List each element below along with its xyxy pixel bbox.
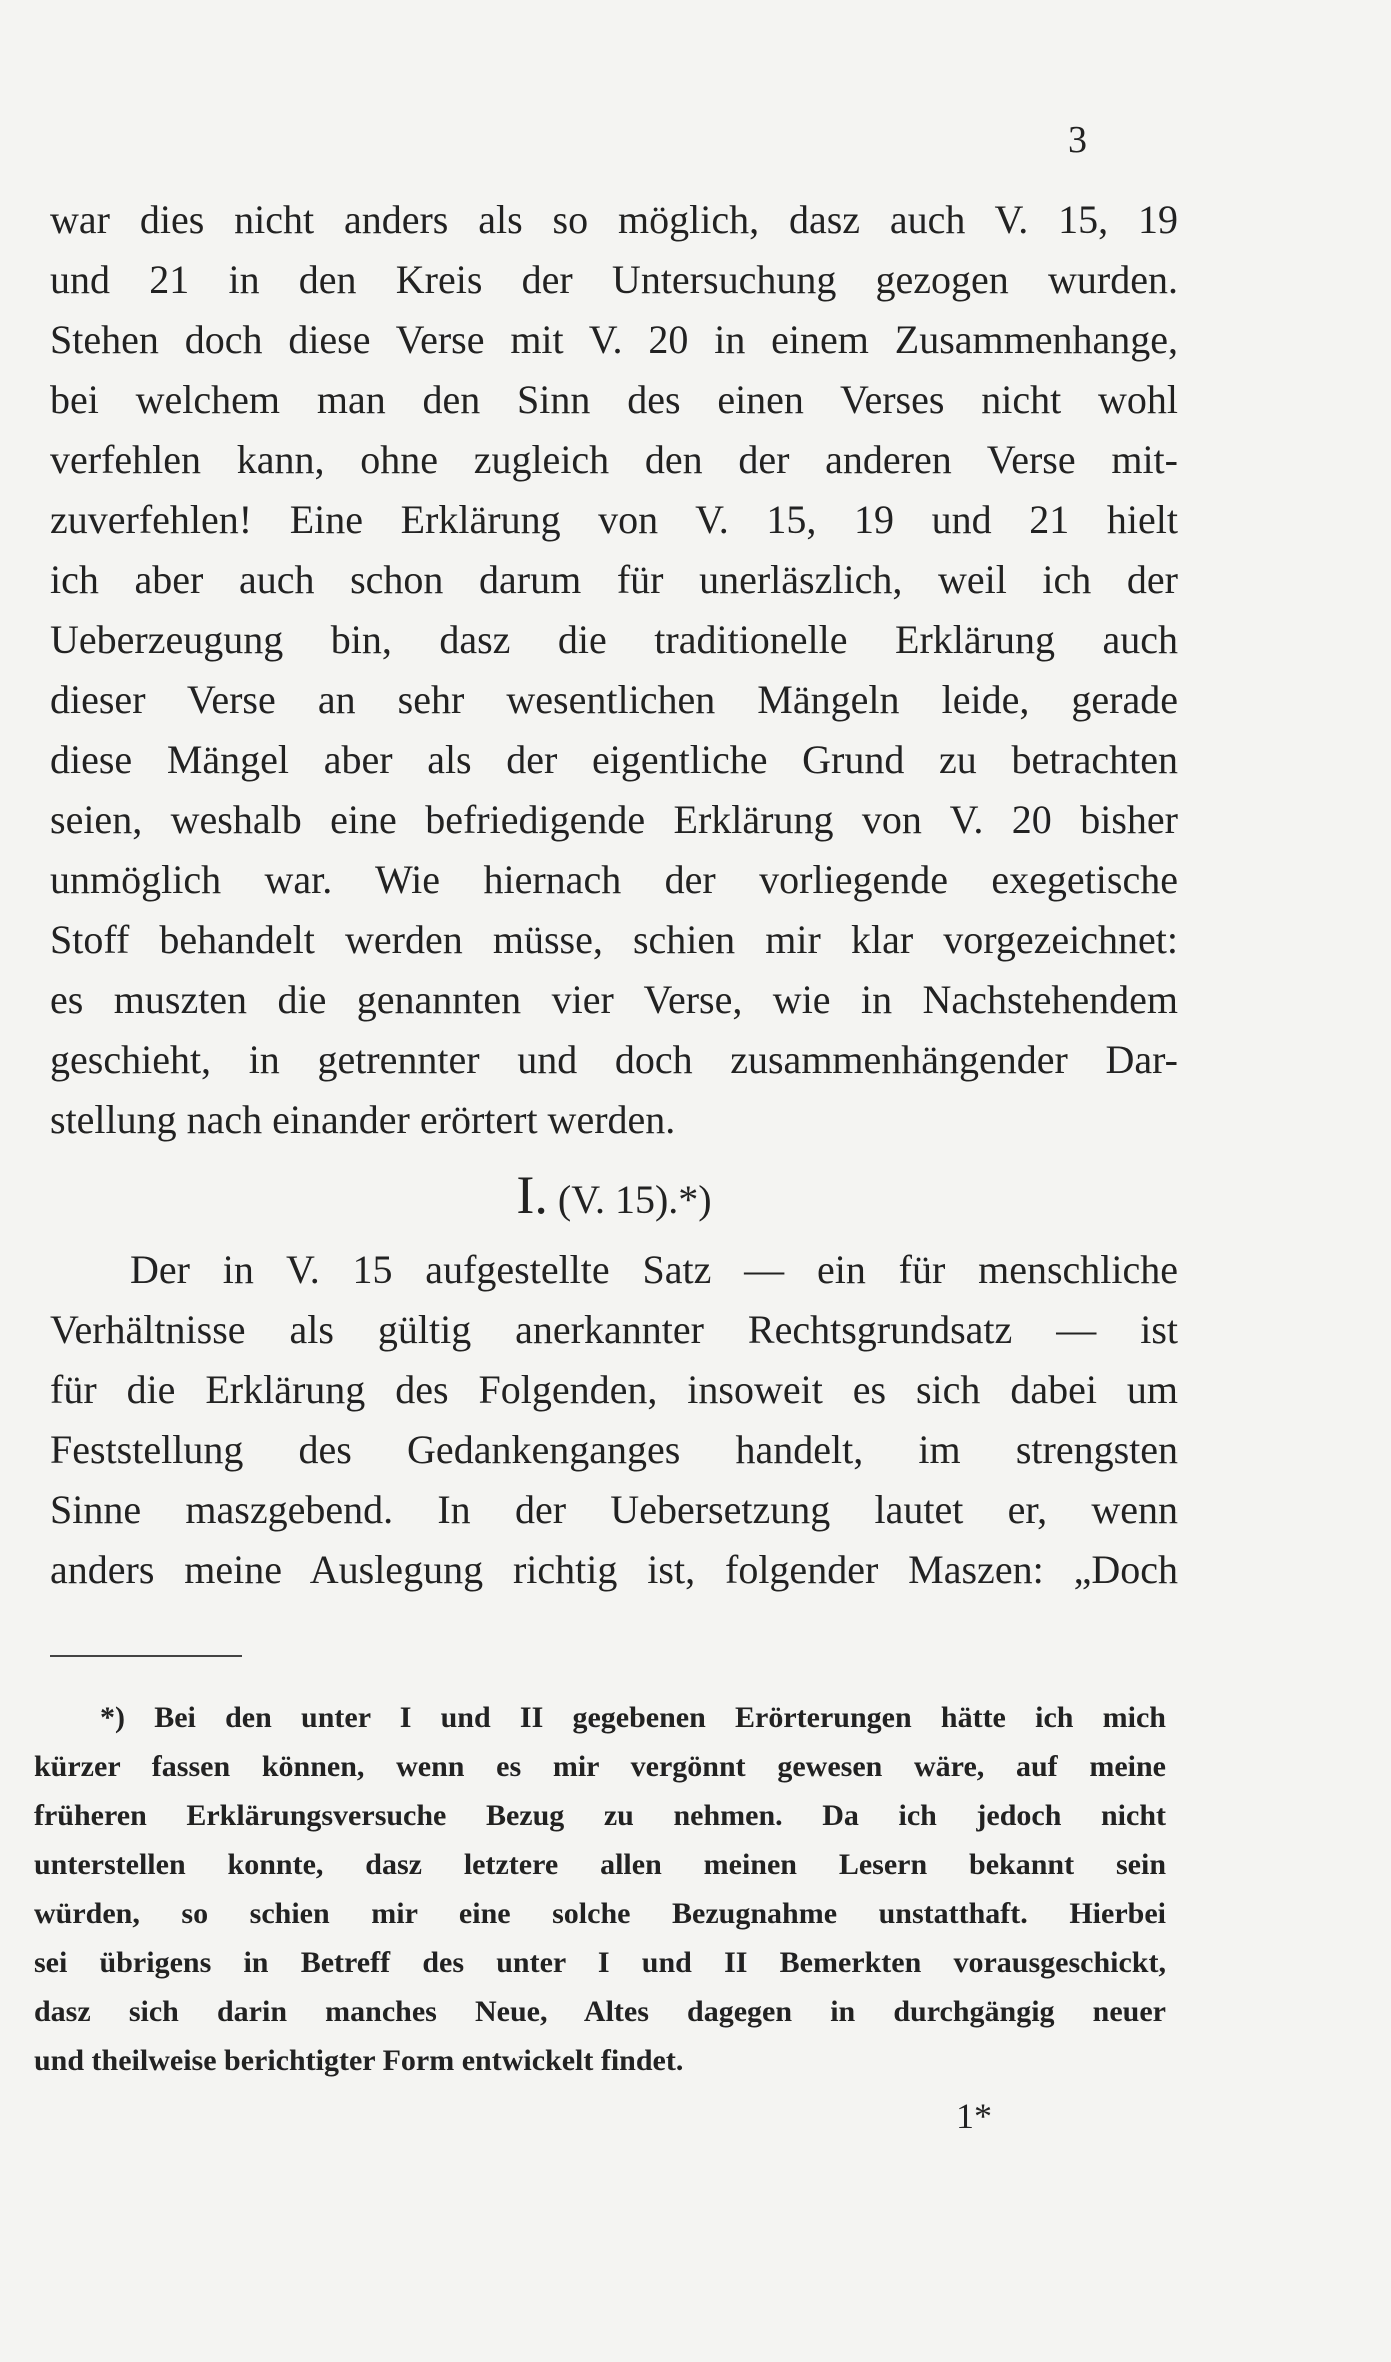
text-line: und 21 in den Kreis der Untersuchung gezogen wurden. xyxy=(50,257,1178,302)
text-line: Stoff behandelt werden müsse, schien mir klar vorgezeichnet: xyxy=(50,917,1178,962)
text-line: Stehen doch diese Verse mit V. 20 in einem Zusammenhange, xyxy=(50,317,1178,362)
text-line: seien, weshalb eine befriedigende Erklärung von V. 20 bisher xyxy=(50,797,1178,842)
text-line: dieser Verse an sehr wesentlichen Mängeln leide, gerade xyxy=(50,677,1178,722)
text-line: Feststellung des Gedankenganges handelt, im strengsten xyxy=(50,1427,1178,1472)
text-line: Sinne maszgebend. In der Uebersetzung lautet er, wenn xyxy=(50,1487,1178,1532)
text-line: geschieht, in getrennter und doch zusammenhängender Dar- xyxy=(50,1037,1178,1082)
footnote xyxy=(34,1693,1166,2085)
text-line: diese Mängel aber als der eigentliche Grund zu betrachten xyxy=(50,737,1178,782)
page-number: 3 xyxy=(1068,119,1087,161)
text-line: Der in V. 15 aufgestellte Satz — ein für menschliche xyxy=(130,1247,1178,1292)
footnote-line: *) Bei den unter I und II gegebenen Erörterungen hätte ich mich xyxy=(100,1701,1166,1734)
text-line: Verhältnisse als gültig anerkannter Rechtsgrundsatz — ist xyxy=(50,1307,1178,1352)
footnote-line: würden, so schien mir eine solche Bezugnahme unstatthaft. Hierbei xyxy=(34,1897,1166,1930)
text-line: bei welchem man den Sinn des einen Verses nicht wohl xyxy=(50,377,1178,422)
section-label: (V. 15).*) xyxy=(557,1177,712,1222)
section-numeral: I. xyxy=(516,1165,548,1225)
section-heading xyxy=(50,1160,1178,1240)
text-line: zuverfehlen! Eine Erklärung von V. 15, 19 und 21 hielt xyxy=(50,497,1178,542)
footnote-line: sei übrigens in Betreff des unter I und II Bemerkten vorausgeschickt, xyxy=(34,1946,1166,1979)
footnote-line: unterstellen konnte, dasz letztere allen meinen Lesern bekannt sein xyxy=(34,1848,1166,1881)
text-line: unmöglich war. Wie hiernach der vorliegende exegetische xyxy=(50,857,1178,902)
signature-mark: 1* xyxy=(956,2096,992,2136)
text-line: ich aber auch schon darum für unerläszlich, weil ich der xyxy=(50,557,1178,602)
text-line: verfehlen kann, ohne zugleich den der anderen Verse mit- xyxy=(50,437,1178,482)
text-line: es muszten die genannten vier Verse, wie in Nachstehendem xyxy=(50,977,1178,1022)
text-line: anders meine Auslegung richtig ist, folgender Maszen: „Doch xyxy=(50,1547,1178,1592)
text-line: Ueberzeugung bin, dasz die traditionelle Erklärung auch xyxy=(50,617,1178,662)
text-line: für die Erklärung des Folgenden, insoweit es sich dabei um xyxy=(50,1367,1178,1412)
footnote-divider xyxy=(50,1655,242,1657)
footnote-line: und theilweise berichtigter Form entwickelt findet. xyxy=(34,2044,684,2077)
main-text xyxy=(50,190,1178,1600)
text-line: stellung nach einander erörtert werden. xyxy=(50,1097,676,1142)
footnote-line: kürzer fassen können, wenn es mir vergönnt gewesen wäre, auf meine xyxy=(34,1750,1166,1783)
text-line: war dies nicht anders als so möglich, dasz auch V. 15, 19 xyxy=(50,197,1178,242)
footnote-line: früheren Erklärungsversuche Bezug zu nehmen. Da ich jedoch nicht xyxy=(34,1799,1166,1832)
footnote-line: dasz sich darin manches Neue, Altes dagegen in durchgängig neuer xyxy=(34,1995,1166,2028)
